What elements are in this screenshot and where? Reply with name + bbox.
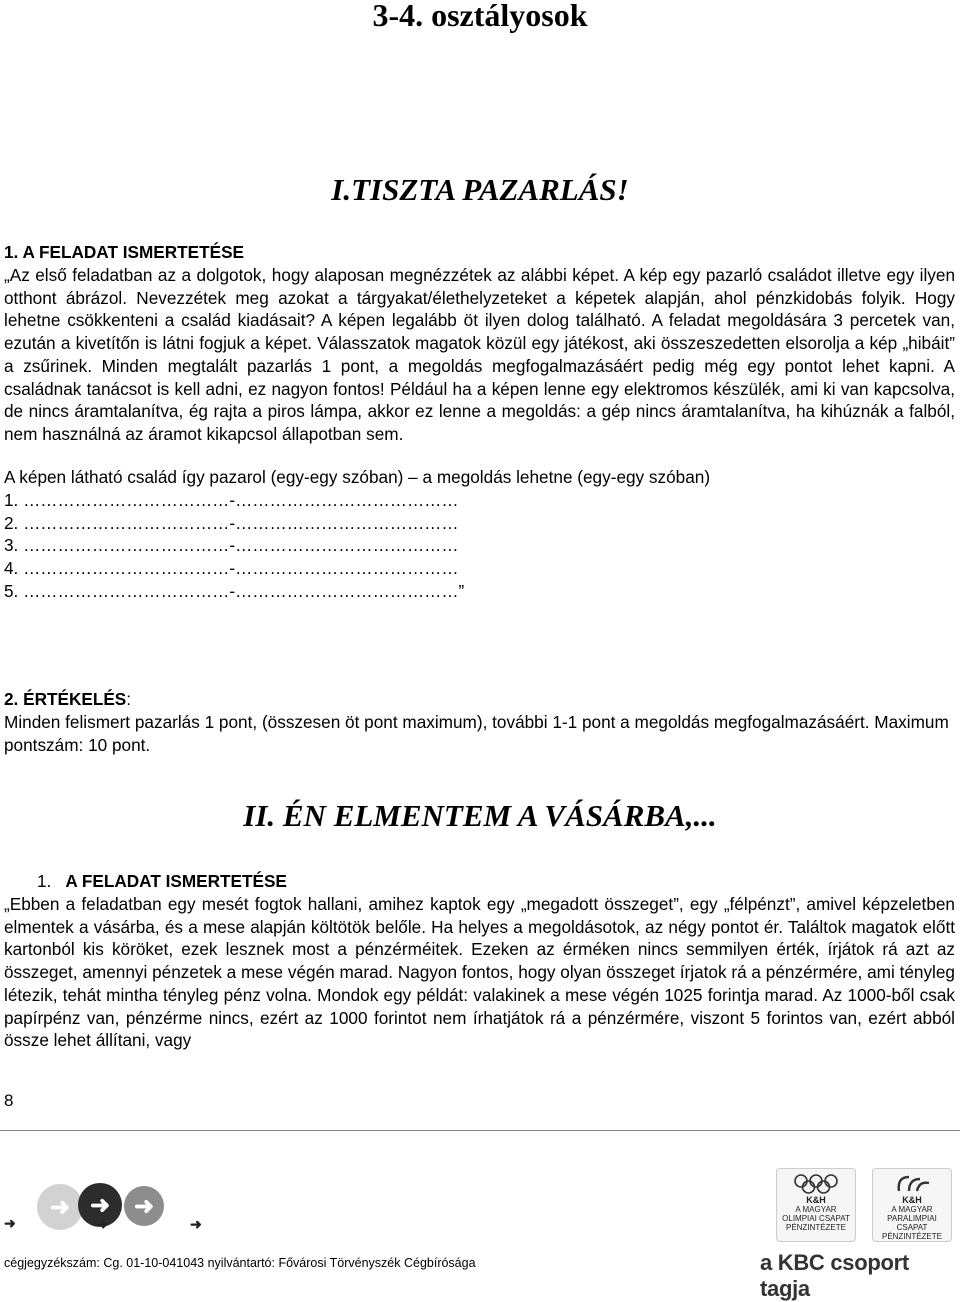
task-number: 1. [37,871,52,891]
evaluation-heading-colon: : [126,689,132,709]
task-heading-1: 1. A FELADAT ISMERTETÉSE [4,242,245,262]
logo-line: A MAGYAR [891,1205,933,1214]
answer-line-2: 2. ………………………………-………………………………… [4,512,459,533]
arrow-right-icon: ➜ [37,1184,83,1230]
logo-line: PARALIMPIAI CSAPAT [887,1214,937,1232]
answer-line-4: 4. ………………………………-………………………………… [4,558,459,579]
arrow-right-icon: ➜ [96,1218,108,1233]
evaluation-heading-text: 2. ÉRTÉKELÉS [4,689,127,709]
answer-prompt: A képen látható család így pazarol (egy-egy szóban) – a megoldás lehetne (egy-egy szóban) [4,467,711,487]
task-body-paragraph: „Ebben a feladatban egy mesét fogtok hallani, amihez kaptok egy „megadott összeget”, egy „félpénzt”, amivel képzeletben elmentek a vásárba, és a mese alapján költötök belőle. Ha helyes a megoldásotok, az négy pontot ér. Találtok magatok előtt kartonból kis köröket, ezek lesznek most a pénzérméitek. Ezeken az érméken nincs semmilyen érték, írjátok rá azt az összeget, amennyi pénzetek a mese végén marad. Nagyon fontos, hogy olyan összeget írjatok rá a pénzérmére, ami tényleg létezik, tehát mintha tényleg pénz volna. Mondok egy példát: valakinek a mese végén 1025 forintja marad. Az 1000-ből csak papírpénz van, pénzérme nincs, ezért az 1000 forintot nem írhatjátok rá a pénzérmére, viszont 5 forintos van, ezért abból össze lehet állítani, vagy [4,894,955,1051]
page-number: 8 [4,1091,14,1110]
evaluation-heading [4,688,955,711]
olympic-team-logo [776,1168,856,1242]
logo-line: OLIMPIAI CSAPAT [782,1214,850,1223]
company-registry-text: cégjegyzékszám: Cg. 01-10-041043 nyilvántartó: Fővárosi Törvényszék Cégbírósága [4,1256,476,1270]
logo-line: PÉNZINTÉZETE [881,1232,942,1241]
paralympic-agitos-icon [887,1173,937,1195]
olympic-rings-icon [791,1173,841,1195]
page-title: 3-4. osztályosok [372,0,588,33]
answer-line-3: 3. ………………………………-………………………………… [4,535,459,556]
task-intro-paragraph: „Az első feladatban az a dolgotok, hogy alaposan megnézzétek az alábbi képet. A kép egy pazarló családot illetve egy ilyen otthont ábrázol. Nevezzétek meg azokat a tárgyakat/élethelyzeteket a képetek alapján, ahol pénzkidobás folyik. Hogy lehetne csökkenteni a család kiadásait? A képen legalább öt ilyen dolog található. A feladat megoldására 3 percetek van, ezután a kivetítőn is látni fogjuk a képet. Válasszatok magatok közül egy játékost, aki összeszedetten elsorolja a kép „hibáit” a zsűrinek. Minden megtalált pazarlás 1 pont, a megoldás megfogalmazásáért pedig még egy pontot lehet kapni. A családnak tanácsot is kell adni, ez nagyon fontos! Például ha a képen lenne egy elektromos készülék, ami ki van kapcsolva, de nincs áramtalanítva, ég rajta a piros lámpa, akkor ez lenne a megoldás: a gép nincs áramtalanítva, ha kihúznák a falból, nem használná az áramot kikapcsol állapotban sem. [4,265,955,444]
section-title-2: II. ÉN ELMENTEM A VÁSÁRBA,... [243,798,717,833]
footer-divider [0,1130,960,1131]
logo-brand: K&H [806,1195,826,1205]
answer-lines [4,489,955,603]
task-heading-2 [37,870,637,893]
arrow-right-icon: ➜ [190,1218,202,1233]
task-heading-text: A FELADAT ISMERTETÉSE [65,871,287,891]
evaluation-text: Minden felismert pazarlás 1 pont, (összesen öt pont maximum), további 1-1 pont a megoldás megfogalmazásáért. Maximum pontszám: 10 pont. [4,712,949,755]
arrow-right-icon: ➜ [78,1183,122,1227]
logo-line: PÉNZINTÉZETE [785,1223,846,1232]
logo-brand: K&H [902,1195,922,1205]
section-title-1: I.TISZTA PAZARLÁS! [331,172,629,207]
logo-line: A MAGYAR [795,1205,837,1214]
answer-line-5: 5. ………………………………-…………………………………” [4,580,465,601]
answer-line-1: 1. ………………………………-………………………………… [4,490,459,510]
arrow-right-icon: ➜ [4,1217,16,1232]
arrow-right-icon: ➜ [124,1186,164,1226]
kbc-group-tagline: a KBC csoport tagja [760,1250,909,1301]
paralympic-team-logo [872,1168,952,1242]
